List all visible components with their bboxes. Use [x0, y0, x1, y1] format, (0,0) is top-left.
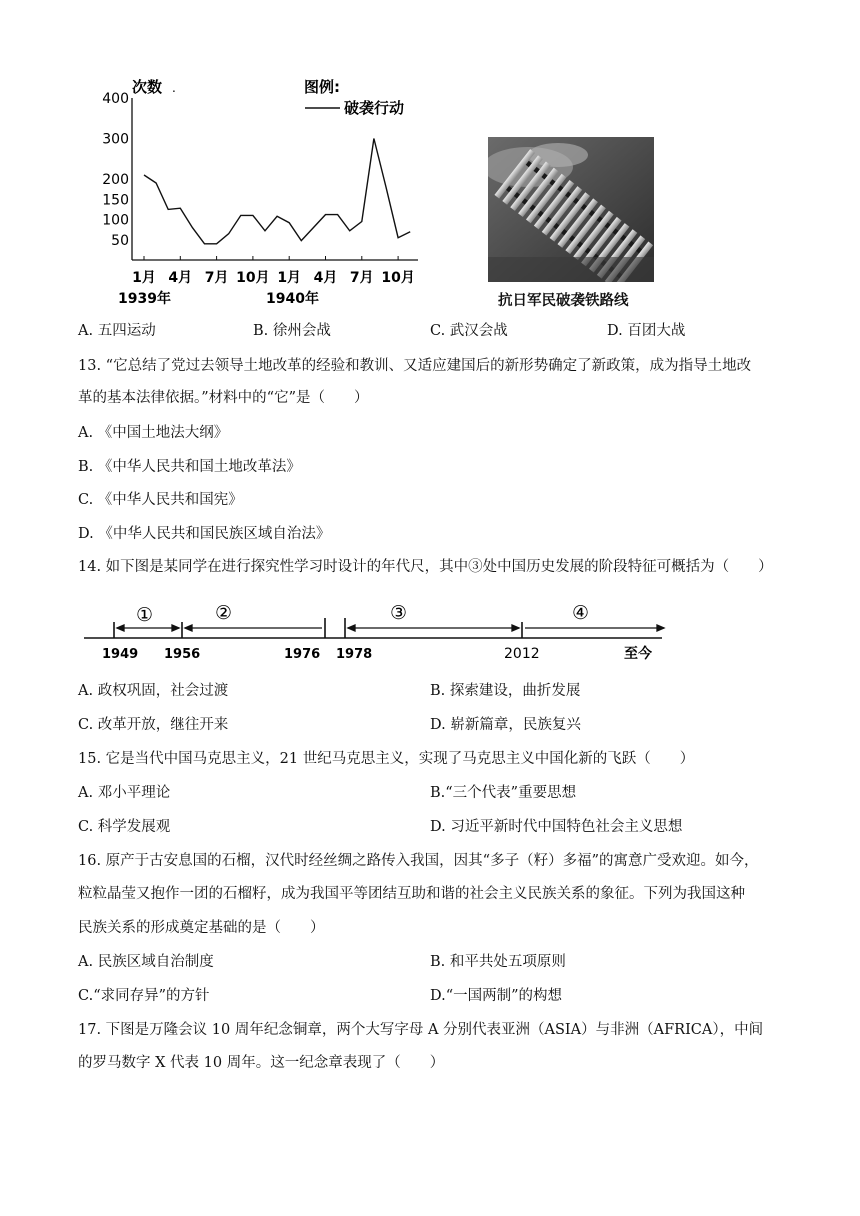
q15-stem-line1: 15. 它是当代中国马克思主义，21 世纪马克思主义，实现了马克思主义中国化新的飞跃（ ） — [78, 751, 695, 767]
q15-option-a[interactable]: A. 邓小平理论 — [78, 785, 171, 801]
marker-3: ③ — [390, 602, 408, 624]
railway-photo — [488, 137, 654, 282]
year-1978: 1978 — [336, 647, 373, 662]
q16-option-c[interactable]: C.“求同存异”的方针 — [78, 988, 210, 1004]
y-tick-label: 150 — [102, 192, 129, 209]
chart-ylabel-dot: . — [172, 81, 176, 95]
year-label-1940: 1940年 — [266, 291, 319, 307]
q13-option-a[interactable]: A. 《中国土地法大纲》 — [78, 425, 229, 441]
q13-option-d[interactable]: D. 《中华人民共和国民族区域自治法》 — [78, 526, 331, 542]
year-label-1939: 1939年 — [118, 291, 171, 307]
q12-option-d[interactable]: D. 百团大战 — [607, 323, 686, 339]
year-now: 至今 — [624, 646, 652, 662]
q14-option-b[interactable]: B. 探索建设，曲折发展 — [430, 683, 581, 699]
q16-stem-line2: 粒粒晶莹又抱作一团的石榴籽，成为我国平等团结互助和谐的社会主义民族关系的象征。下列为我国这种 — [78, 886, 745, 902]
timeline — [84, 598, 674, 666]
x-tick-label: 4月 — [313, 270, 338, 286]
x-tick-label: 4月 — [168, 270, 193, 286]
y-tick-label: 200 — [102, 172, 129, 188]
year-1976: 1976 — [284, 647, 321, 662]
y-tick-label: 50 — [111, 232, 129, 249]
q16-option-d[interactable]: D.“一国两制”的构想 — [430, 988, 563, 1004]
x-tick-label: 7月 — [204, 270, 229, 286]
series-line-raids — [144, 139, 410, 244]
q12-option-c[interactable]: C. 武汉会战 — [430, 323, 508, 339]
q17-stem-line2: 的罗马数字 X 代表 10 周年。这一纪念章表现了（ ） — [78, 1055, 445, 1071]
q12-option-a[interactable]: A. 五四运动 — [78, 323, 156, 339]
year-1949: 1949 — [102, 647, 139, 662]
year-1956: 1956 — [164, 647, 201, 662]
raid-line-chart — [100, 70, 440, 310]
y-tick-label: 400 — [102, 91, 129, 107]
marker-2: ② — [215, 602, 233, 624]
y-tick-label: 100 — [102, 212, 129, 229]
photo-caption: 抗日军民破袭铁路线 — [498, 293, 629, 309]
q14-option-c[interactable]: C. 改革开放，继往开来 — [78, 717, 229, 733]
q17-stem-line1: 17. 下图是万隆会议 10 周年纪念铜章，两个大写字母 A 分别代表亚洲（ASIA）与非洲（AFRICA），中间 — [78, 1022, 764, 1038]
legend-series-label: 破袭行动 — [344, 99, 405, 117]
q13-option-c[interactable]: C. 《中华人民共和国宪》 — [78, 492, 243, 508]
x-tick-label: 10月 — [381, 270, 415, 286]
marker-1: ① — [136, 604, 154, 626]
q15-option-b[interactable]: B.“三个代表”重要思想 — [430, 785, 577, 801]
q13-option-b[interactable]: B. 《中华人民共和国土地改革法》 — [78, 459, 301, 475]
year-2012: 2012 — [504, 646, 540, 662]
q16-stem-line1: 16. 原产于古安息国的石榴，汉代时经丝绸之路传入我国，因其“多子（籽）多福”的寓意广受欢迎。如今， — [78, 853, 759, 869]
q12-option-b[interactable]: B. 徐州会战 — [253, 323, 331, 339]
x-tick-label: 1月 — [132, 270, 156, 286]
x-tick-label: 1月 — [277, 270, 302, 286]
q14-option-a[interactable]: A. 政权巩固，社会过渡 — [78, 683, 229, 699]
x-tick-label: 10月 — [236, 270, 270, 286]
q14-option-d[interactable]: D. 崭新篇章，民族复兴 — [430, 717, 581, 733]
q15-option-c[interactable]: C. 科学发展观 — [78, 819, 171, 835]
q13-stem-line2: 革的基本法律依据。”材料中的“它”是（ ） — [78, 390, 369, 406]
y-tick-label: 300 — [102, 131, 129, 148]
q16-stem-line3: 民族关系的形成奠定基础的是（ ） — [78, 920, 325, 936]
q14-stem-line1: 14. 如下图是某同学在进行探究性学习时设计的年代尺，其中③处中国历史发展的阶段特征可概括为（ ） — [78, 559, 773, 575]
chart-ylabel: 次数 — [132, 78, 163, 96]
q13-stem-line1: 13. “它总结了党过去领导土地改革的经验和教训、又适应建国后的新形势确定了新政策，成为指导土地改 — [78, 358, 752, 374]
q16-option-a[interactable]: A. 民族区域自治制度 — [78, 954, 214, 970]
x-tick-label: 7月 — [349, 270, 374, 286]
q16-option-b[interactable]: B. 和平共处五项原则 — [430, 954, 566, 970]
marker-4: ④ — [572, 602, 590, 624]
legend-title: 图例: — [304, 78, 340, 96]
q15-option-d[interactable]: D. 习近平新时代中国特色社会主义思想 — [430, 819, 683, 835]
